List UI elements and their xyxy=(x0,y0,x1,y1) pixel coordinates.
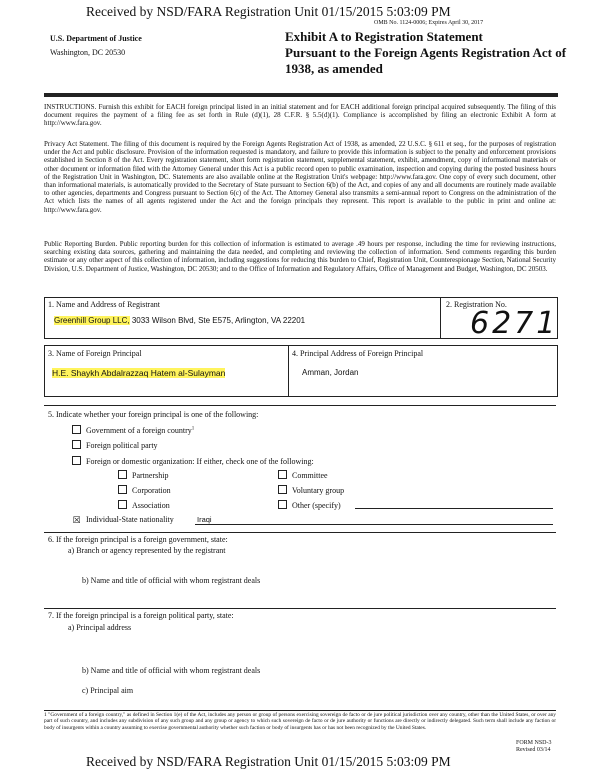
option-individual[interactable] xyxy=(72,515,174,525)
principal-address-label: 4. Principal Address of Foreign Principal xyxy=(292,349,424,358)
option-committee[interactable] xyxy=(278,470,328,480)
form-number xyxy=(516,740,552,754)
other-label: Other (specify) xyxy=(292,501,341,510)
department-city: Washington, DC 20530 xyxy=(50,48,126,57)
political-party-label: Foreign political party xyxy=(86,441,158,450)
government-checkbox[interactable] xyxy=(72,425,81,434)
footnote-text: 1 "Government of a foreign country," as defined in Section 1(e) of the Act, includes any person or group of persons exercising sovereign de facto or de jure political jurisdiction over any country, other than the United States, or over any part of such country, and includes any subdivision of any such group and any group or agency to which such sovereign de facto or de jure authority or functions are directly or indirectly delegated. Such term shall include any faction or body of insurgents within a country assuming to exercise governmental authority whether such faction or body of insurgents has or has not been recognized by the United States. xyxy=(44,712,556,731)
foreign-principal-name xyxy=(52,368,225,378)
committee-label: Committee xyxy=(292,471,328,480)
corporation-checkbox[interactable] xyxy=(118,485,127,494)
divider xyxy=(44,710,556,711)
other-specify-line[interactable] xyxy=(355,508,553,509)
voluntary-group-label: Voluntary group xyxy=(292,486,345,495)
form-title xyxy=(285,29,566,77)
individual-checkbox-checked[interactable]: ☒ xyxy=(72,516,81,526)
option-partnership[interactable] xyxy=(118,470,168,480)
section-7a-label: a) Principal address xyxy=(68,623,132,632)
nationality-line xyxy=(195,524,553,525)
option-corporation[interactable] xyxy=(118,485,171,495)
registrant-address: 3033 Wilson Blvd, Ste E575, Arlington, VA 22201 xyxy=(129,316,306,325)
government-label: Government of a foreign country xyxy=(86,426,192,435)
partnership-label: Partnership xyxy=(132,471,169,480)
department-name: U.S. Department of Justice xyxy=(50,34,142,43)
organization-label: Foreign or domestic organization: If either, check one of the following: xyxy=(86,457,314,466)
divider xyxy=(44,405,556,406)
received-stamp-bottom: Received by NSD/FARA Registration Unit 01/15/2015 5:03:09 PM xyxy=(86,754,451,769)
foreign-principal-name-text: H.E. Shaykh Abdalrazzaq Hatem al-Sulayman xyxy=(52,368,226,378)
form-title-line3: 1938, as amended xyxy=(285,61,383,76)
divider xyxy=(44,532,556,533)
individual-label: Individual-State nationality xyxy=(86,515,174,524)
option-association[interactable] xyxy=(118,500,170,510)
option-other[interactable] xyxy=(278,500,341,510)
association-checkbox[interactable] xyxy=(118,500,127,509)
voluntary-group-checkbox[interactable] xyxy=(278,485,287,494)
form-number-text: FORM NSD-3 xyxy=(516,740,552,746)
foreign-principal-label: 3. Name of Foreign Principal xyxy=(48,349,142,358)
registrant-name: Greenhill Group LLC, xyxy=(54,316,130,325)
nationality-value[interactable]: Iraqi xyxy=(197,515,212,524)
section-6a-label: a) Branch or agency represented by the registrant xyxy=(68,546,226,555)
section-7c-label: c) Principal aim xyxy=(82,686,134,695)
registration-no-handwritten: 6271 xyxy=(470,306,559,341)
received-stamp-top: Received by NSD/FARA Registration Unit 01/15/2015 5:03:09 PM xyxy=(86,4,451,19)
form-title-line1: Exhibit A to Registration Statement xyxy=(285,29,483,44)
section-7b-label: b) Name and title of official with whom registrant deals xyxy=(82,666,261,675)
divider xyxy=(440,297,441,338)
principal-address-value: Amman, Jordan xyxy=(302,368,359,377)
corporation-label: Corporation xyxy=(132,486,171,495)
section-6-label: 6. If the foreign principal is a foreign government, state: xyxy=(48,535,228,544)
registrant-label: 1. Name and Address of Registrant xyxy=(48,300,160,309)
option-voluntary-group[interactable] xyxy=(278,485,344,495)
divider xyxy=(288,345,289,396)
option-political-party[interactable] xyxy=(72,440,158,450)
section-7-label: 7. If the foreign principal is a foreign political party, state: xyxy=(48,611,234,620)
section-5-label: 5. Indicate whether your foreign principal is one of the following: xyxy=(48,410,259,419)
option-organization[interactable] xyxy=(72,456,314,466)
omb-number: OMB No. 1124-0006; Expires April 30, 2017 xyxy=(374,20,484,26)
instructions-text: INSTRUCTIONS. Furnish this exhibit for EACH foreign principal listed in an initial statement and for EACH additional foreign principal acquired subsequently. The filing of this document requires the payment of a filing fee as set forth in Rule (d)(1), 28 C.F.R. § 5.5(d)(1). Compliance is accomplished by filing an electronic Exhibit A form at http://www.fara.gov. xyxy=(44,103,556,128)
footnote-marker: 1 xyxy=(191,426,195,432)
association-label: Association xyxy=(132,501,170,510)
political-party-checkbox[interactable] xyxy=(72,440,81,449)
form-title-line2: Pursuant to the Foreign Agents Registration Act of xyxy=(285,45,567,60)
registrant-name-address xyxy=(54,316,305,325)
other-checkbox[interactable] xyxy=(278,500,287,509)
section-6b-label: b) Name and title of official with whom registrant deals xyxy=(82,576,261,585)
registration-no-label: 2. Registration No. xyxy=(446,300,507,309)
revised-date: Revised 03/14 xyxy=(516,747,551,753)
burden-text: Public Reporting Burden. Public reporting burden for this collection of information is estimated to average .49 hours per response, including the time for reviewing instructions, searching existing data sources, gathering and maintaining the data needed, and completing and reviewing the collection of information. Send comments regarding this burden estimate or any other aspect of this collection of information, including suggestions for reducing this burden to Chief, Registration Unit, Counterespionage Section, National Security Division, U.S. Department of Justice, Washington, DC 20530; and to the Office of Information and Regulatory Affairs, Office of Management and Budget, Washington, DC 20503. xyxy=(44,240,556,273)
partnership-checkbox[interactable] xyxy=(118,470,127,479)
privacy-act-text: Privacy Act Statement. The filing of this document is required by the Foreign Agents Registration Act of 1938, as amended, 22 U.S.C. § 611 et seq., for the purposes of registration under the Act and public disclosure. Provision of the information requested is mandatory, and failure to provide this information is subject to the penalty and enforcement provisions established in Section 8 of the Act. Every registration statement, short form registration statement, supplemental statement, exhibit, amendment, copy of informational materials or other document or information filed with the Attorney General under this Act is a public record open to public examination, inspection and copying during the posted business hours of the Registration Unit in Washington, DC. Statements are also available online at the Registration Unit's webpage: http://www.fara.gov. One copy of every such document, other than informational materials, is automatically provided to the Secretary of State pursuant to Section 6(b) of the Act, and copies of any and all documents are routinely made available to other agencies, departments and Congress pursuant to Section 6(c) of the Act. The Attorney General also transmits a semi-annual report to Congress on the administration of the Act which lists the names of all agents registered under the Act and the foreign principals they represent. This report is available to the public in print and online at: http://www.fara.gov. xyxy=(44,140,556,214)
header-rule xyxy=(44,93,558,97)
organization-checkbox[interactable] xyxy=(72,456,81,465)
divider xyxy=(44,608,556,609)
committee-checkbox[interactable] xyxy=(278,470,287,479)
option-government[interactable] xyxy=(72,425,194,435)
